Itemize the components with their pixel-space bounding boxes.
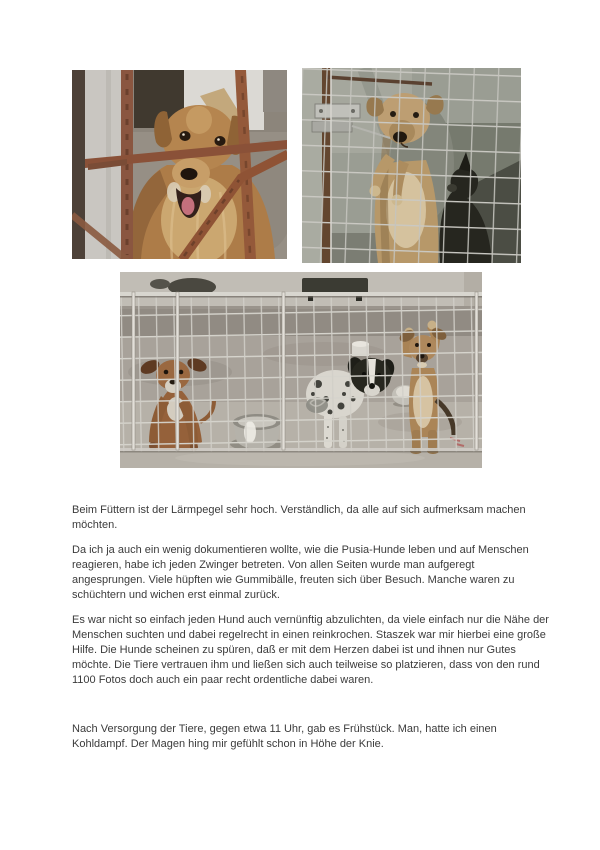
paragraph-breakfast: Nach Versorgung der Tiere, gegen etwa 11 Uhr, gab es Frühstück. Man, hatte ich einen Kohldampf. Der Magen hing mir gefühlt schon in Höhe der Knie.: [72, 723, 497, 750]
paragraph-documenting-dogs: Da ich ja auch ein wenig dokumentieren wollte, wie die Pusia-Hunde leben und auf Menschen reagieren, habe ich jeden Zwinger betreten. Von allen Seiten wurde man aufgeregt angesprungen. Viele hüpften wie Gummibälle, freuten sich über Besuch. Manche waren zu schüchtern und wichen erst einmal zurück.: [72, 544, 529, 601]
paragraph-spacer: [72, 698, 550, 722]
photo-dog-behind-rusty-bars: [72, 70, 287, 259]
photo-dog-behind-rusty-bars-art: [72, 70, 287, 259]
article-text: [72, 503, 550, 762]
paragraph-feeding-noise: Beim Füttern ist der Lärmpegel sehr hoch. Verständlich, da alle auf sich aufmerksam machen möchten.: [72, 504, 526, 531]
photo-three-dogs-kennel-art: [120, 272, 482, 468]
photo-dog-jumping-wire-mesh: [302, 68, 521, 263]
paragraph-photographing-dogs: Es war nicht so einfach jeden Hund auch vernünftig abzulichten, da viele einfach nur die Nähe der Menschen suchten und dabei regelrecht in einen reinkrochen. Staszek war mir hierbei eine große Hilfe. Die Hunde scheinen zu spüren, daß er mit dem Herzen dabei ist und ihnen nur Gutes möchte. Die Tiere vertrauen ihm und ließen sich auch teilweise so platzieren, dass von den rund 1100 Fotos doch auch ein paar recht ordentliche dabei waren.: [72, 614, 549, 686]
photo-dog-jumping-wire-mesh-art: [302, 68, 521, 263]
photo-three-dogs-kennel: [120, 272, 482, 468]
